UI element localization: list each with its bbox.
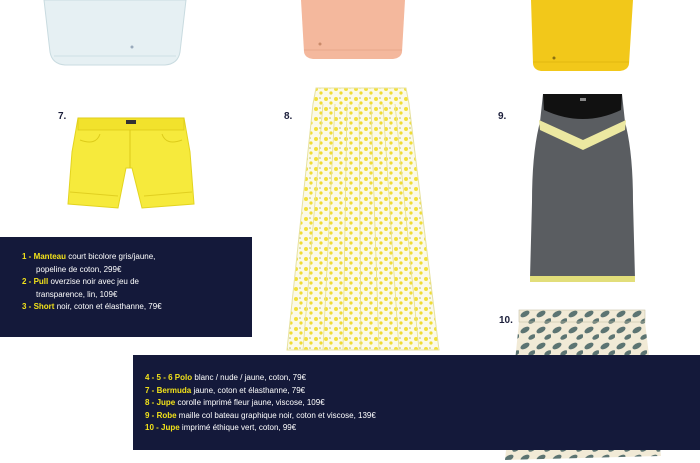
product-entry-4-6 (145, 372, 700, 385)
product-entry-1 (22, 251, 252, 264)
product-entry-8 (145, 397, 700, 410)
entry-description: noir, coton et élasthanne, 79€ (56, 302, 162, 311)
entry-number: 2 - (22, 277, 34, 286)
polo-white-image (40, 0, 190, 70)
product-entry-2 (22, 276, 252, 289)
item-number-10: 10. (499, 315, 513, 326)
entry-number: 9 - (145, 410, 157, 420)
product-entry-10 (145, 422, 700, 435)
entry-name: Polo (174, 373, 193, 382)
entry-description: blanc / nude / jaune, coton, 79€ (194, 373, 307, 382)
product-entry-9 (145, 410, 700, 423)
entry-description: corolle imprimé fleur jaune, viscose, 109€ (177, 398, 325, 407)
entry-description: imprimé éthique vert, coton, 99€ (181, 423, 297, 432)
entry-number: 8 - (145, 398, 157, 407)
item-number-8: 8. (284, 111, 293, 122)
entry-number: 3 - (22, 302, 34, 311)
entry-number: 4 - 5 - 6 (145, 373, 175, 382)
entry-name: Robe (156, 410, 177, 420)
polo-nude-image (298, 0, 408, 62)
product-entry-1-continued: popeline de coton, 299€ (36, 264, 122, 274)
item-number-9: 9. (498, 111, 507, 122)
entry-name: Manteau (33, 252, 67, 261)
floral-skirt-image (283, 86, 443, 356)
entry-name: Jupe (156, 398, 176, 407)
entry-description: overzise noir avec jeu de (50, 277, 139, 286)
product-list-panel-right (133, 355, 700, 450)
entry-number: 10 - (145, 423, 162, 432)
polo-yellow-image (527, 0, 637, 74)
bermuda-shorts-image (66, 112, 196, 212)
entry-description: jaune, coton et élasthanne, 79€ (193, 385, 306, 395)
entry-name: Short (33, 302, 55, 311)
sleeveless-dress-image (525, 92, 640, 290)
entry-description: maille col bateau graphique noir, coton et viscose, 139€ (178, 410, 376, 420)
entry-name: Pull (33, 277, 49, 286)
product-entry-3 (22, 301, 252, 314)
entry-number: 1 - (22, 252, 34, 261)
product-entry-2-continued: transparence, lin, 109€ (36, 289, 118, 299)
product-entry-7 (145, 385, 700, 398)
entry-number: 7 - (145, 385, 157, 395)
entry-name: Jupe (161, 423, 180, 432)
product-list-panel-left (0, 237, 252, 337)
entry-name: Bermuda (156, 385, 192, 395)
item-number-7: 7. (58, 111, 67, 122)
entry-description: court bicolore gris/jaune, (68, 252, 156, 261)
